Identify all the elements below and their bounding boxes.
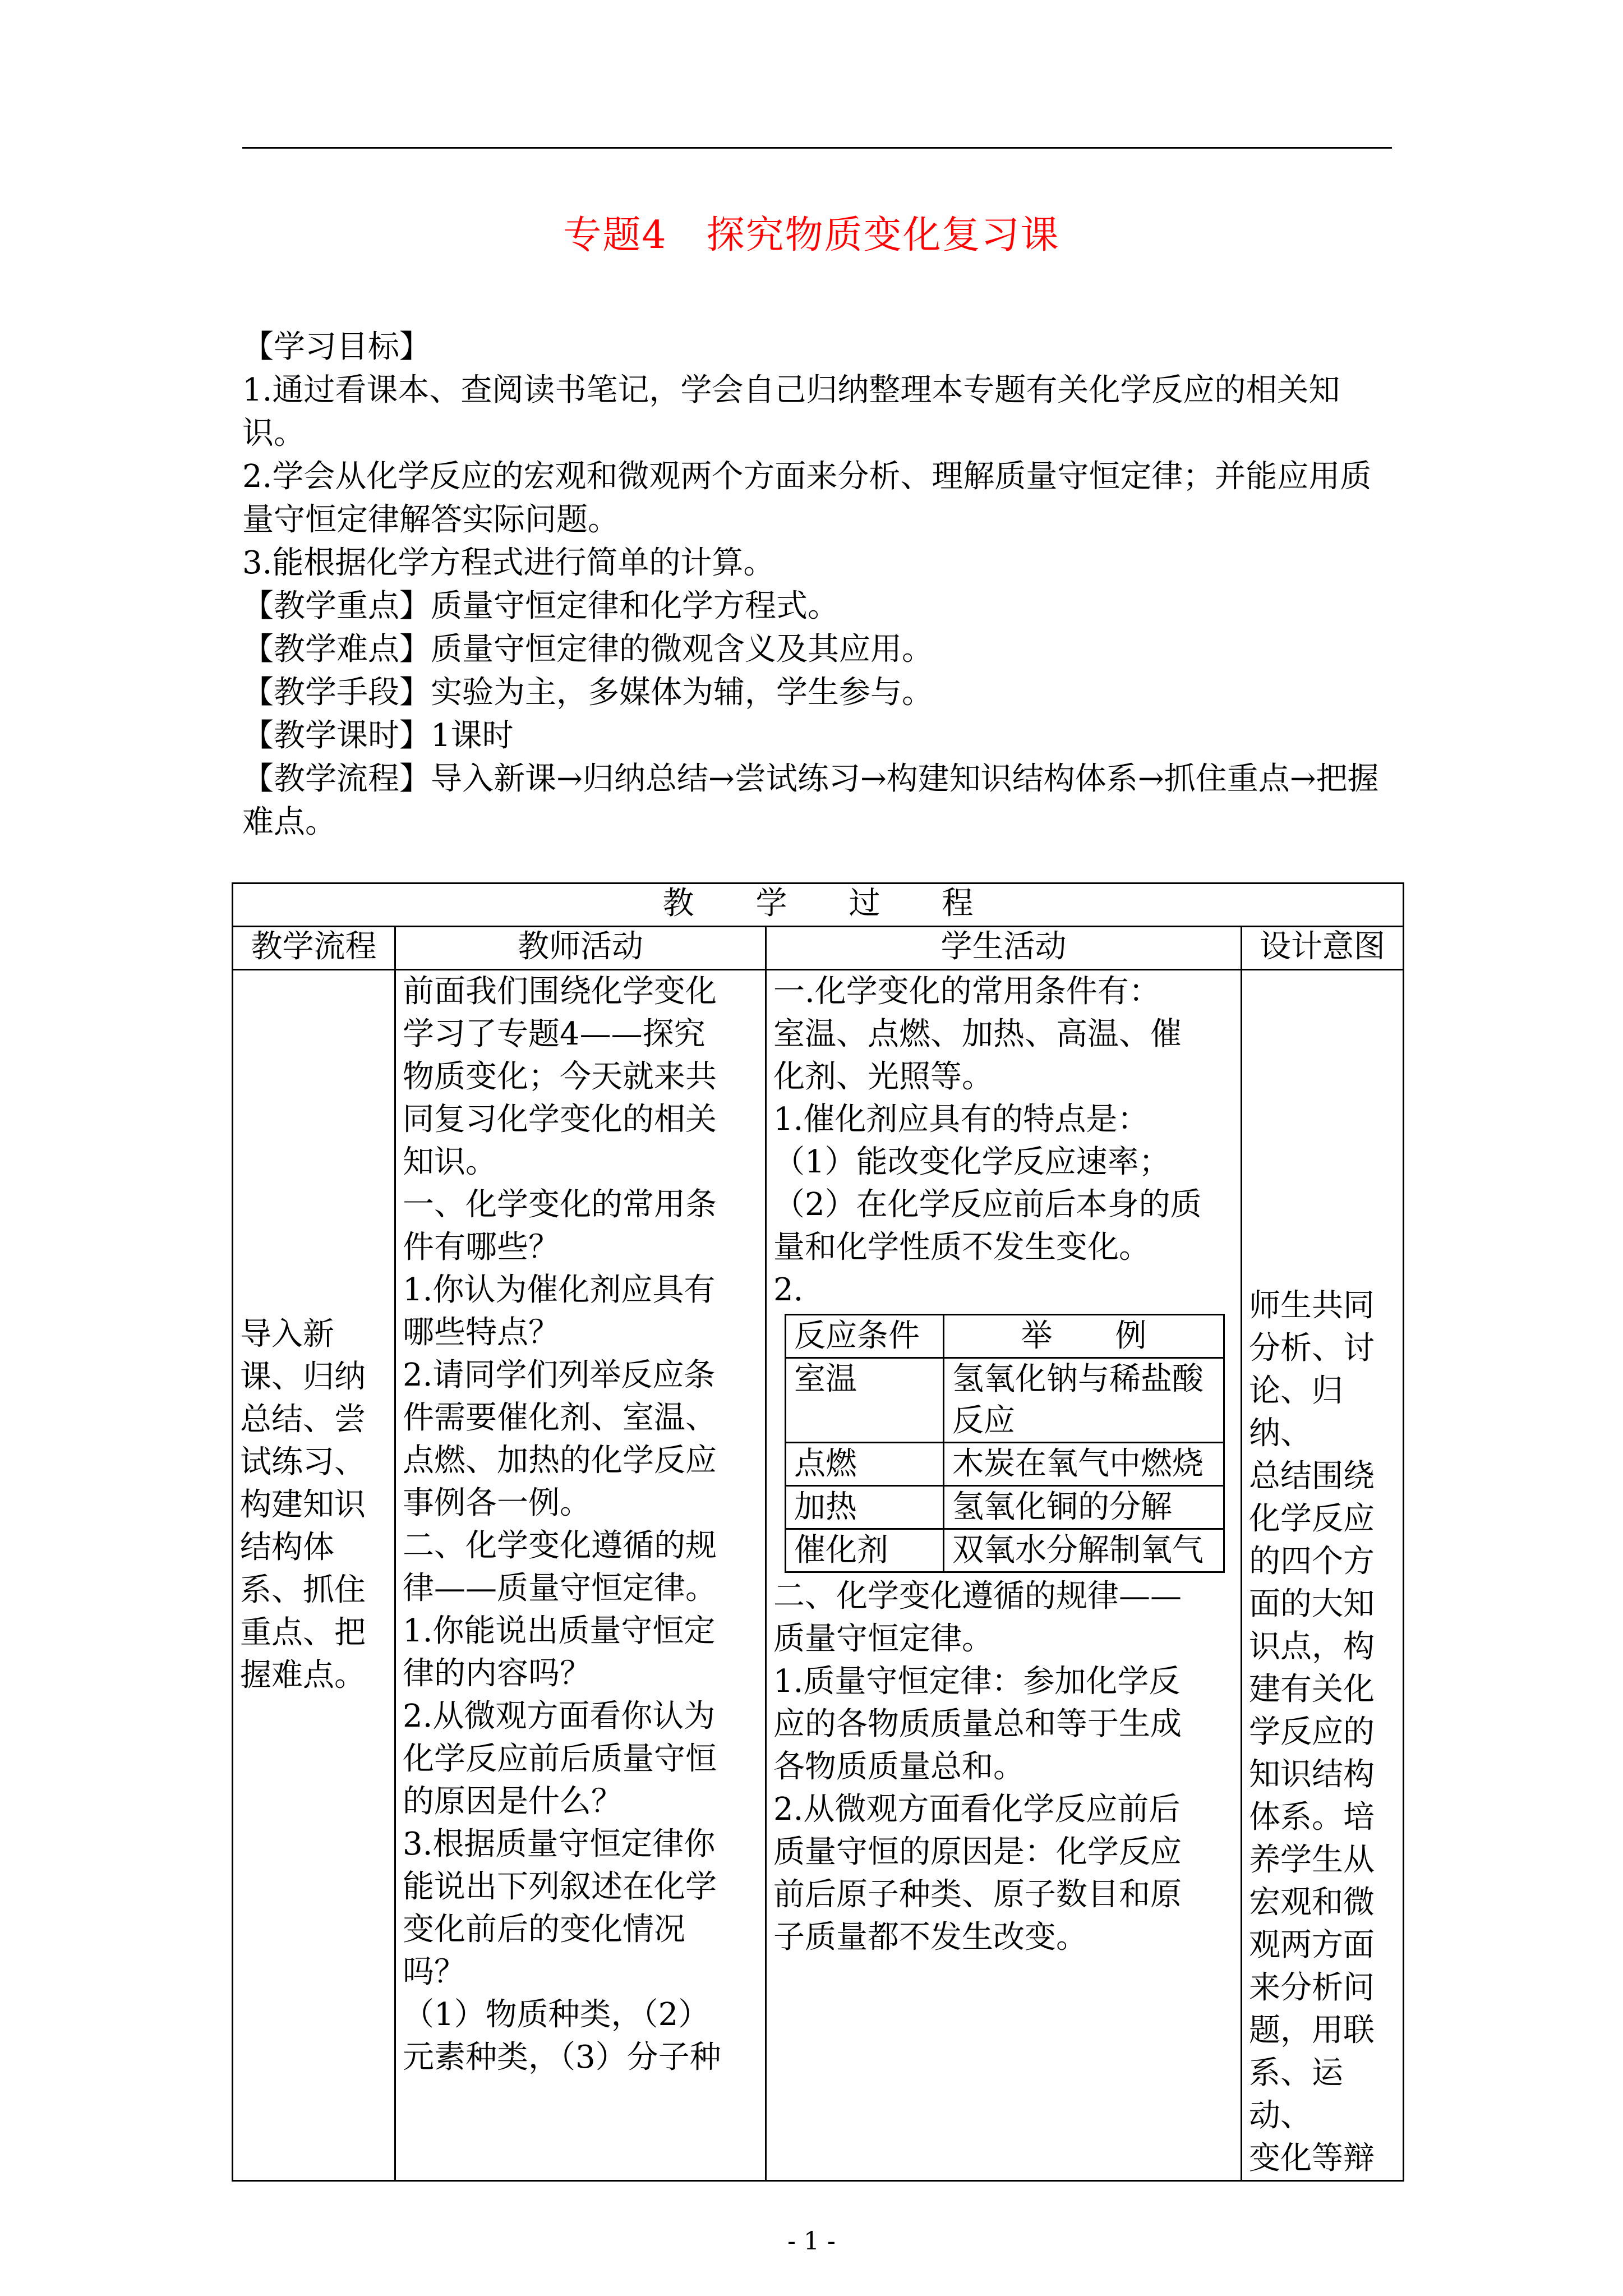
inner-example: 双氧水分解制氧气 <box>944 1529 1224 1572</box>
intent-line: 观两方面 <box>1249 1927 1375 1963</box>
intent-line: 宏观和微 <box>1249 1884 1375 1921</box>
inner-row <box>786 1529 1224 1572</box>
teacher-line: 3.根据质量守恒定律你 <box>403 1826 716 1862</box>
flow-cell <box>233 970 395 2181</box>
student-line: 质量守恒定律。 <box>773 1621 993 1657</box>
teacher-line: 变化前后的变化情况 <box>403 1911 685 1948</box>
objectives-heading: 【学习目标】 <box>242 329 431 365</box>
student-line: 2. <box>773 1272 804 1308</box>
student-line: 2.从微观方面看化学反应前后 <box>773 1791 1181 1828</box>
inner-row <box>786 1486 1224 1529</box>
student-line: 一.化学变化的常用条件有： <box>773 973 1160 1010</box>
student-line: （1）能改变化学反应速率； <box>773 1144 1170 1180</box>
intent-line: 知识结构 <box>1249 1756 1375 1793</box>
page-title <box>0 210 1623 261</box>
teacher-line: 点燃、加热的化学反应 <box>403 1442 717 1479</box>
student-line: 1.质量守恒定律：参加化学反 <box>773 1663 1181 1700</box>
teacher-line: 件需要催化剂、室温、 <box>403 1400 717 1436</box>
teacher-line: 2.从微观方面看你认为 <box>403 1698 716 1734</box>
key-points: 【教学重点】质量守恒定律和化学方程式。 <box>242 588 839 624</box>
intent-line: 变化等辩 <box>1249 2140 1375 2177</box>
intent-line: 题，用联 <box>1249 2012 1375 2049</box>
inner-row <box>786 1358 1224 1443</box>
teacher-line: 2.请同学们列举反应条 <box>403 1357 716 1393</box>
student-line: （2）在化学反应前后本身的质 <box>773 1186 1202 1223</box>
teacher-line: 1.你能说出质量守恒定 <box>403 1613 716 1649</box>
intent-line: 面的大知 <box>1249 1586 1375 1622</box>
intent-line: 养学生从 <box>1249 1842 1375 1878</box>
inner-header-condition: 反应条件 <box>786 1315 944 1358</box>
objective-1: 1.通过看课本、查阅读书笔记，学会自己归纳整理本专题有关化学反应的相关知识。 <box>242 372 1340 452</box>
intent-line: 论、归纳、 <box>1249 1373 1343 1452</box>
teacher-line: 物质变化；今天就来共 <box>403 1059 717 1095</box>
inner-condition: 催化剂 <box>786 1529 944 1572</box>
teacher-line: 能说出下列叙述在化学 <box>403 1869 717 1905</box>
teacher-line: 学习了专题4——探究 <box>403 1016 706 1052</box>
teacher-line: 二、化学变化遵循的规 <box>403 1527 717 1564</box>
student-line: 前后原子种类、原子数目和原 <box>773 1876 1182 1913</box>
caption-row <box>233 884 1404 927</box>
student-line: 室温、点燃、加热、高温、催 <box>773 1016 1182 1052</box>
inner-header-row <box>786 1315 1224 1358</box>
teaching-flow: 【教学流程】导入新课→归纳总结→尝试练习→构建知识结构体系→抓住重点→把握难点。 <box>242 761 1379 840</box>
student-line: 子质量都不发生改变。 <box>773 1919 1087 1955</box>
student-line: 1.催化剂应具有的特点是： <box>773 1101 1149 1138</box>
inner-example: 氢氧化铜的分解 <box>944 1486 1224 1529</box>
teacher-line: 前面我们围绕化学变化 <box>403 973 717 1010</box>
difficulties: 【教学难点】质量守恒定律的微观含义及其应用。 <box>242 631 933 668</box>
teaching-process-table <box>232 882 1404 2182</box>
teacher-text <box>403 970 758 2079</box>
header-student: 学生活动 <box>766 927 1242 970</box>
student-line: 质量守恒的原因是：化学反应 <box>773 1834 1182 1870</box>
intent-line: 建有关化 <box>1249 1671 1375 1708</box>
teacher-line: 的原因是什么？ <box>403 1783 623 1820</box>
teacher-line: 哪些特点？ <box>403 1314 560 1351</box>
teacher-line: 事例各一例。 <box>403 1485 591 1521</box>
header-teacher: 教师活动 <box>395 927 766 970</box>
header-row <box>233 927 1404 970</box>
header-flow: 教学流程 <box>233 927 395 970</box>
header-rule <box>242 147 1392 149</box>
intent-line: 化学反应 <box>1249 1501 1375 1537</box>
header-intent: 设计意图 <box>1242 927 1404 970</box>
inner-row <box>786 1443 1224 1486</box>
reaction-conditions-table <box>785 1314 1225 1573</box>
teacher-line: 件有哪些？ <box>403 1229 560 1266</box>
flow-text: 导入新课、归纳总结、尝试练习、构建知识结构体系、抓住重点、把握难点。 <box>240 1316 366 1694</box>
teacher-line: 1.你认为催化剂应具有 <box>403 1272 716 1308</box>
inner-example: 木炭在氧气中燃烧 <box>944 1443 1224 1486</box>
intro-section <box>242 325 1398 844</box>
teacher-cell <box>395 970 766 2181</box>
teacher-line: 化学反应前后质量守恒 <box>403 1741 717 1777</box>
title-part1: 专题4 <box>563 213 667 257</box>
student-text-top <box>773 970 1234 1312</box>
teacher-line: 律的内容吗？ <box>403 1655 591 1692</box>
objective-3: 3.能根据化学方程式进行简单的计算。 <box>242 545 775 581</box>
student-line: 量和化学性质不发生变化。 <box>773 1229 1150 1266</box>
inner-condition: 点燃 <box>786 1443 944 1486</box>
student-text-bottom <box>773 1575 1234 1959</box>
title-part2: 探究物质变化复习课 <box>706 213 1060 257</box>
intent-line: 体系。培 <box>1249 1799 1375 1835</box>
teacher-line: 律——质量守恒定律。 <box>403 1570 717 1607</box>
teacher-line: 元素种类，（3）分子种 <box>403 2039 721 2076</box>
intent-line: 总结围绕 <box>1249 1458 1375 1494</box>
teacher-line: （1）物质种类，（2） <box>403 1996 710 2033</box>
intent-line: 学反应的 <box>1249 1714 1375 1750</box>
teacher-line: 一、化学变化的常用条 <box>403 1186 717 1223</box>
intent-line: 来分析问 <box>1249 1970 1375 2006</box>
page-number: - 1 - <box>787 2227 836 2256</box>
student-line: 二、化学变化遵循的规律—— <box>773 1578 1182 1614</box>
inner-condition: 加热 <box>786 1486 944 1529</box>
intent-line: 系、运动、 <box>1249 2055 1343 2134</box>
intent-line: 识点，构 <box>1249 1628 1375 1665</box>
student-cell <box>766 970 1242 2181</box>
student-line: 化剂、光照等。 <box>773 1059 993 1095</box>
objective-2: 2.学会从化学反应的宏观和微观两个方面来分析、理解质量守恒定律；并能应用质量守恒定律解答实际问题。 <box>242 458 1372 538</box>
intent-line: 分析、讨 <box>1249 1330 1375 1366</box>
inner-header-example: 举 例 <box>944 1315 1224 1358</box>
intent-line: 的四个方 <box>1249 1543 1375 1580</box>
intent-line: 师生共同 <box>1249 1287 1375 1324</box>
teaching-hours: 【教学课时】1课时 <box>242 717 514 754</box>
intent-text <box>1249 1285 1396 2180</box>
table-caption <box>233 884 1404 927</box>
teaching-methods: 【教学手段】实验为主，多媒体为辅，学生参与。 <box>242 674 933 711</box>
caption-text: 教学过程 <box>662 885 1035 922</box>
content-row <box>233 970 1404 2181</box>
teacher-line: 吗？ <box>403 1954 465 1990</box>
teacher-line: 同复习化学变化的相关 <box>403 1101 717 1138</box>
student-line: 各物质质量总和。 <box>773 1749 1025 1785</box>
inner-example: 氢氧化钠与稀盐酸反应 <box>944 1358 1224 1443</box>
teacher-line: 知识。 <box>403 1144 497 1180</box>
inner-condition: 室温 <box>786 1358 944 1443</box>
intent-cell <box>1242 970 1404 2181</box>
student-line: 应的各物质质量总和等于生成 <box>773 1706 1182 1742</box>
